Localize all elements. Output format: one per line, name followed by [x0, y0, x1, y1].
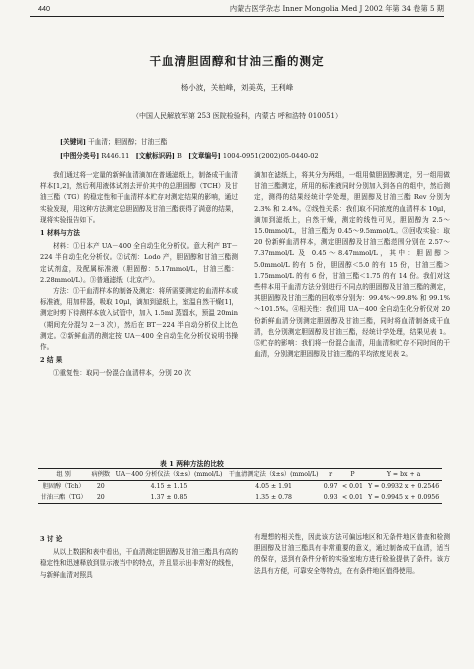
page-title: 干血清胆固醇和甘油三酯的测定	[149, 54, 325, 68]
discussion-right	[254, 532, 450, 577]
table-cell: 0.97	[323, 483, 338, 490]
table-header-cell: Y = bx + a	[365, 469, 442, 481]
table-cell: 20	[96, 483, 105, 490]
table-caption: 表 1 两种方法的比较	[160, 460, 224, 468]
authors: 杨小波，关柏峰，刘美英，王利峰	[180, 83, 294, 92]
table-cell: < 0.01	[340, 492, 365, 504]
keywords-label: [关键词]	[60, 138, 87, 146]
table-header-cell: r	[322, 469, 340, 481]
article-no-label: [文章编号]	[188, 152, 221, 160]
table-cell: Y = 0.9932 x + 0.2546	[368, 483, 440, 490]
keywords-value: 干血清；胆固醇；甘油三酯	[88, 138, 168, 146]
comparison-table	[38, 468, 442, 504]
table-cell: Y = 0.9945 x + 0.0956	[365, 492, 442, 504]
classification-line	[60, 150, 319, 160]
doc-code-value: B	[177, 152, 182, 160]
discussion-paragraph-cont: 有理想的相关性，因此该方法可偏远地区和无条件地区普查和检测胆固醇及甘油三酯具有非常重要的意义，通过制备成干血清，适当的保存，送到有条件分析的实验室地方进行检验提供了条件。该方法具有方便，可靠安全等特点，在有条件地区值得使用。	[254, 533, 450, 575]
table-row	[38, 481, 442, 493]
table-row	[38, 492, 442, 504]
table-cell: 1.37 ± 0.85	[112, 492, 225, 504]
table-cell: 1.35 ± 0.78	[226, 492, 322, 504]
section-heading: 2 结 果	[40, 356, 63, 365]
header-rule	[30, 16, 444, 17]
table-cell: 4.05 ± 1.91	[255, 483, 292, 490]
table-cell: 4.15 ± 1.15	[150, 483, 188, 490]
discussion-left	[40, 532, 238, 581]
journal-header: 内蒙古医学杂志 Inner Mongolia Med J 2002 年第 34 卷第 5 期	[229, 4, 444, 13]
right-column	[254, 170, 450, 360]
body-paragraph: 材料：①日本产 UA－400 全自动生化分析仪。意大利产 BT－224 半自动生化分析仪。②试剂：Lodo 产，胆固醇和甘油三酯测定试剂盒，及配属标准液（胆固醇：5.17mmol/L，甘油三酯：2.28mmol/L）。③普通滤纸（北京产）。	[40, 242, 238, 284]
table-header-cell: 组 别	[38, 469, 89, 481]
section-heading: 1 材料与方法	[40, 229, 80, 238]
table-cell: 胆固醇（Tch）	[42, 483, 85, 490]
table-header-cell: UA－400 分析仪法（x̄±s）(mmol/L)	[112, 469, 225, 481]
body-paragraph: 方法：①干血清样本的制备及测定：将所需要测定的血清样本或标准液，用加样器，吸取 10μl，滴加到滤纸上，室温自然干燥[1]，测定时剪下待测样本放入试管中，加入 1.5ml 蒸馏水，预温 20min（期间充分混匀 2－3 次），然后在 BT－224 半自动分析仪上比色测定。②新鲜血清的测定按 UA－400 全自动生化分析仪说明书操作。	[40, 287, 238, 352]
table-cell: 0.93	[322, 492, 340, 504]
discussion-paragraph: 从以上数据和表中看出，干血清测定胆固醇及甘油三酯具有高的稳定性和迅速释放到显示液当中的特点，并且显示出非常好的线性，与新鲜血清对照具	[40, 548, 238, 579]
table-header-row	[38, 469, 442, 481]
body-paragraph: 我们通过将一定量的新鲜血清滴加在普通滤纸上，制备成干血清样本[1,2]，然后利用液体试剂去评价其中的总胆固醇（TCH）及甘油三酯（TG）的稳定性和干血清样本贮存对测定结果的影响，通过实验发现，用这种方法测定总胆固醇及甘油三酯获得了满意的结果，现将实验报告如下。	[40, 171, 238, 224]
table-cell: 甘油三酯（TG）	[38, 492, 89, 504]
clc-value: R446.11	[101, 152, 130, 160]
keywords-line	[60, 136, 167, 146]
article-no-value: 1004-0951(2002)05-0440-02	[222, 152, 319, 160]
table-cell: < 0.01	[342, 483, 363, 490]
discussion-heading: 3 讨 论	[40, 535, 63, 543]
body-paragraph: ①重复性：取同一份混合血清样本，分别 20 次	[53, 369, 191, 378]
body-paragraph: 滴加在滤纸上，将其分为两组，一组用做胆固醇测定，另一组用做甘油三酯测定，所用的标准液同时分别加入到各自的组中，然后测定，测得的结果经统计学处理，胆固醇及甘油三酯 Rev 分别为 2.3% 和 2.4%。②线性关系：我们取不同浓度的血清样本 10μl，滴加到滤纸上，自然干燥，测定的线性可见，胆固醇为 2.5～15.0mmol/L，甘油三酯为 0.45～9.5mmol/L。③回收实验：取 20 份新鲜血清样本，测定胆固醇及甘油三酯范围分别在 2.57～7.37mmol/L 及 0.45～8.47mmol/L，其中：胆固醇＞5.0mmol/L 的有 5 份，胆固醇＜5.0 的有 15 份，甘油三酯＞1.75mmol/L 的有 6 份，甘油三酯＜1.75 的有 14 份。我们对这些样本用干血清方法分别进行不同点的胆固醇及甘油三酯的测定，其胆固醇及甘油三酯的回收率分别为：99.4%～99.8% 和 99.1%～101.5%。④相关性：我们用 UA－400 全自动生化分析仪对 20 份新鲜血清分别测定胆固醇及甘油三酯，同时将血清制备成干血清，也分别测定胆固醇及甘油三酯，经统计学处理，结果见表 1。⑤贮存的影响：我们将一份混合血清，用血清和贮存不同时间的干血清，分别测定胆固醇及甘油三酯的平均浓度见表 2。	[254, 171, 450, 359]
table-header-cell: 干血清测定法（x̄±s）(mmol/L)	[226, 469, 322, 481]
table-header-cell: 病例数	[89, 469, 112, 481]
doc-code-label: [文献标识码]	[135, 152, 175, 160]
table-header-cell: P	[340, 469, 365, 481]
affiliation: （中国人民解放军第 253 医院检验科，内蒙古 呼和浩特 010051）	[132, 112, 342, 120]
page-number: 440	[38, 4, 50, 13]
clc-label: [中图分类号]	[60, 152, 100, 160]
left-column	[40, 170, 238, 380]
table-cell: 20	[89, 492, 112, 504]
